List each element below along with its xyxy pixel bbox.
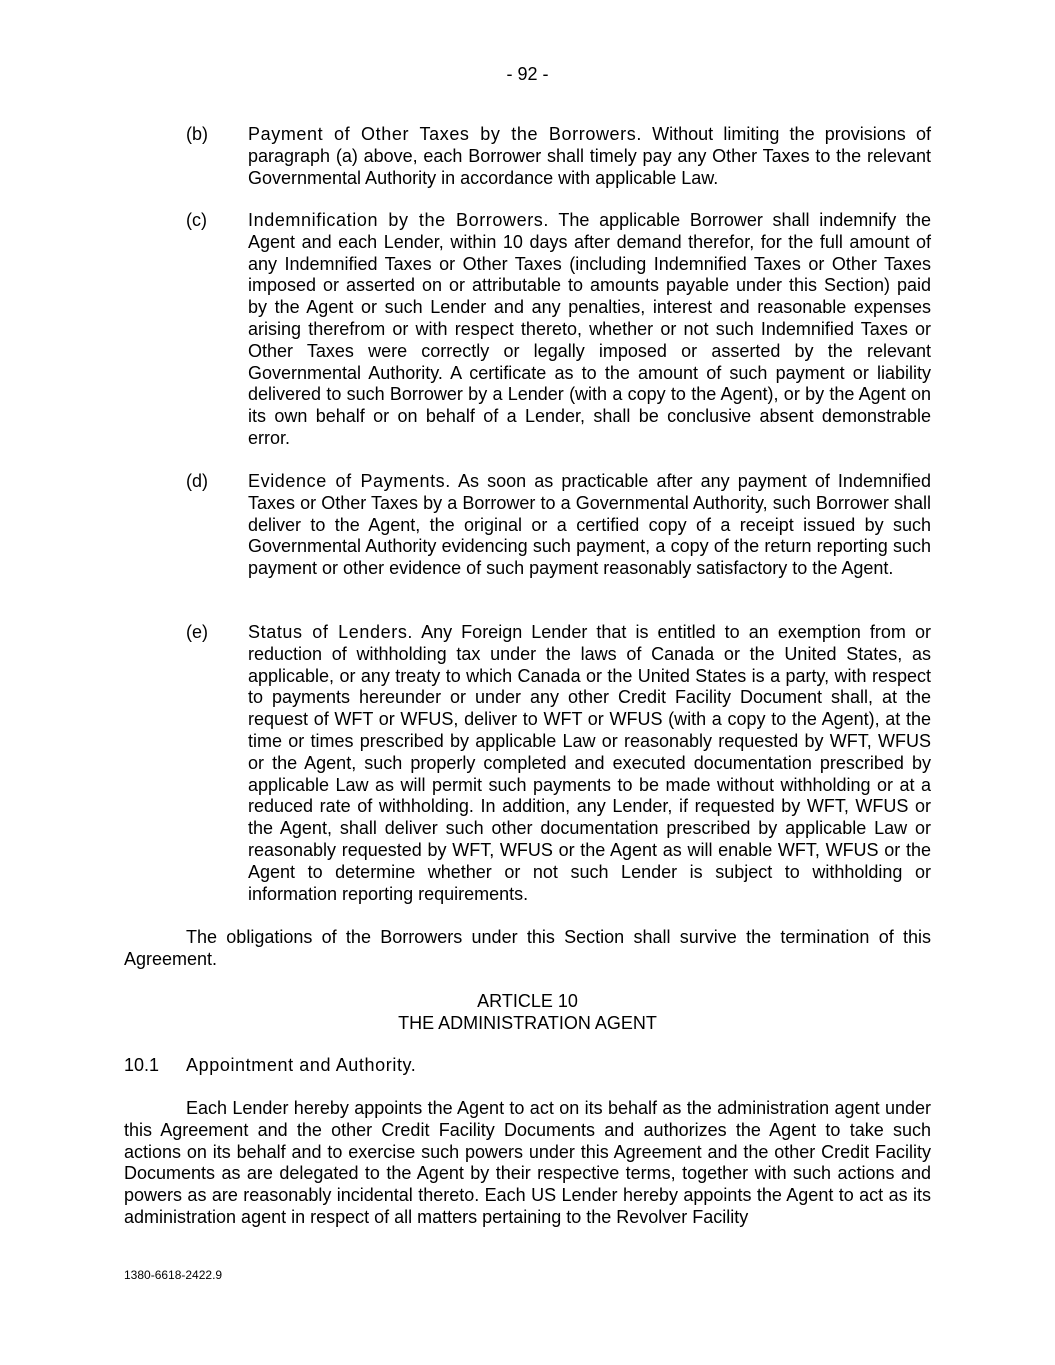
item-text: Without limiting the provisions of paragraph (a) above, each Borrower shall timely pay any Other Taxes to the relevant Governmental Authority in accordance with applicable Law. [248,124,931,188]
item-text: As soon as practicable after any payment of Indemnified Taxes or Other Taxes by a Borrower to a Governmental Authority, such Borrower shall deliver to the Agent, the original or a certified copy of a receipt issued by such Governmental Authority evidencing such payment, a copy of the return reporting such payment or other evidence of such payment reasonably satisfactory to the Agent. [248,471,931,579]
paragraph-c [186,210,931,450]
item-text: The applicable Borrower shall indemnify the Agent and each Lender, within 10 days after demand therefor, for the full amount of any Indemnified Taxes or Other Taxes (including Indemnified Taxes or Other Taxes imposed or asserted on or attributable to amounts payable under this Section) paid by the Agent or such Lender and any penalties, interest and reasonable expenses arising therefrom or with respect thereto, whether or not such Indemnified Taxes or Other Taxes were correctly or legally imposed or asserted by the relevant Governmental Authority. A certificate as to the amount of such payment or liability delivered to such Borrower by a Lender (with a copy to the Agent), or by the Agent on its own behalf or on behalf of a Lender, shall be conclusive absent demonstrable error. [248,210,931,448]
item-body [248,622,931,905]
paragraph-e [186,622,931,905]
item-heading: Evidence of Payments. [248,471,451,491]
paragraph-b [186,124,931,189]
document-id: 1380-6618-2422.9 [124,1268,223,1282]
item-body [248,471,931,580]
item-heading: Indemnification by the Borrowers. [248,210,549,230]
item-body [248,210,931,450]
item-heading: Status of Lenders. [248,622,414,642]
section-number: 10.1 [124,1055,160,1075]
item-body [248,124,931,189]
section-title: Appointment and Authority. [186,1055,417,1075]
appointment-paragraph: Each Lender hereby appoints the Agent to act on its behalf as the administration agent under this Agreement and the other Credit Facility Documents and authorizes the Agent to take such actions on its behalf and to exercise such powers under this Agreement and the other Credit Facility Documents as are delegated to the Agent by their respective terms, together with such actions and powers as are reasonably incidental thereto. Each US Lender hereby appoints the Agent to act as its administration agent in respect of all matters pertaining to the Revolver Facility [124,1098,931,1227]
item-label: (b) [186,124,208,144]
page-number: - 92 - [506,64,549,84]
paragraph-d [186,471,931,580]
item-heading: Payment of Other Taxes by the Borrowers. [248,124,642,144]
item-label: (c) [186,210,207,230]
item-label: (d) [186,471,208,491]
survival-paragraph: The obligations of the Borrowers under this Section shall survive the termination of this Agreement. [124,927,931,969]
section-heading [124,1055,416,1077]
item-label: (e) [186,622,208,642]
article-title: THE ADMINISTRATION AGENT [398,1013,657,1033]
article-number: ARTICLE 10 [477,991,578,1011]
item-text: Any Foreign Lender that is entitled to an exemption from or reduction of withholding tax under the laws of Canada or the United States, as applicable, or any treaty to which Canada or the United States is a party, with respect to payments hereunder or under any other Credit Facility Document shall, at the request of WFT or WFUS, deliver to WFT or WFUS (with a copy to the Agent), at the time or times prescribed by applicable Law or reasonably requested by WFT, WFUS or the Agent, such properly completed and executed documentation prescribed by applicable Law as will permit such payments to be made without withholding or at a reduced rate of withholding. In addition, any Lender, if requested by WFT, WFUS or the Agent, shall deliver such other documentation prescribed by applicable Law or reasonably requested by WFT, WFUS or the Agent as will enable WFT, WFUS or the Agent to determine whether or not such Lender is subject to withholding or information reporting requirements. [248,622,931,904]
